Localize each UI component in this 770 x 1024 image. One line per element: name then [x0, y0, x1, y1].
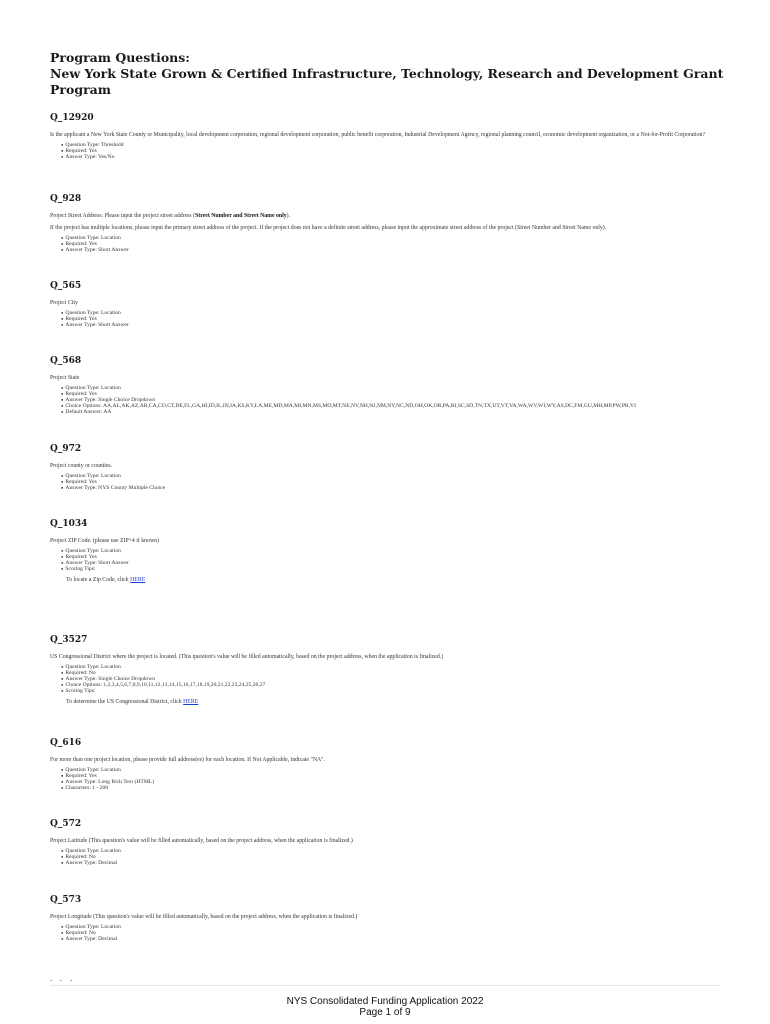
meta-item: ● Question Type: Location [61, 924, 730, 930]
meta-item: ● Required: Yes [61, 316, 730, 322]
question-id: Q_572 [50, 819, 82, 829]
zip-code-lookup-link[interactable]: HERE [130, 577, 146, 584]
meta-item: ● Answer Type: Yes/No [61, 154, 730, 160]
question-text: Project State [50, 375, 80, 381]
question-id: Q_573 [50, 895, 82, 905]
question-block [50, 112, 730, 160]
question-id: Q_928 [50, 194, 82, 204]
meta-item: ● Question Type: Threshold [61, 142, 730, 148]
meta-item: ● Question Type: Location [61, 767, 730, 773]
question-text: Project ZIP Code. (please use ZIP+4 if known) [50, 538, 159, 544]
meta-item: ● Required: Yes [61, 554, 730, 560]
meta-item: ● Characters: 1 - 200 [61, 785, 730, 791]
question-text-bold: Street Number and Street Name only [195, 213, 287, 219]
meta-item: ● Required: Yes [61, 148, 730, 154]
question-block [50, 818, 730, 866]
page-title [50, 50, 770, 98]
scoring-tip [66, 699, 730, 706]
meta-item: ● Default Answer: AA [61, 409, 730, 415]
question-meta-list [61, 548, 730, 572]
question-block [50, 355, 730, 415]
question-text: Project Latitude (This question's value will be filled automatically, based on the project address, when the application is finalized.) [50, 838, 353, 844]
meta-item: ● Question Type: Location [61, 310, 730, 316]
meta-item: ● Choice Options: 1,2,3,4,5,6,7,8,9,10,11,12,13,14,15,16,17,18,19,20,21,22,23,24,25,26,27 [61, 682, 730, 688]
question-text: Project City [50, 300, 78, 306]
meta-item: ● Question Type: Location [61, 548, 730, 554]
question-block [50, 280, 730, 328]
scoring-tip-text: To locate a Zip Code, click [66, 577, 131, 584]
meta-item: ● Question Type: Location [61, 385, 730, 391]
question-text-detail: If the project has multiple locations, please input the primary street address of the project. If the project does not have a definite street address, please input the approximate street address of the project (Street Number and Street Name only). [50, 225, 607, 231]
question-id: Q_568 [50, 356, 82, 366]
question-meta-list [61, 924, 730, 942]
meta-item: ● Answer Type: Short Answer [61, 322, 730, 328]
meta-item: ● Answer Type: NYS County Multiple Choice [61, 485, 730, 491]
question-block [50, 737, 730, 791]
footer-divider [50, 985, 720, 986]
question-block [50, 443, 730, 491]
question-text: Is the applicant a New York State County or Municipality, local development corporation, regional development corporation, public benefit corporation, Industrial Development Agency, regional planning council, economic development organization, or a Not-for-Profit Corporation? [50, 132, 706, 138]
question-meta-list [61, 767, 730, 791]
scoring-tip-text: To determine the US Congressional District, click [66, 699, 184, 706]
question-block [50, 193, 730, 253]
question-id: Q_616 [50, 738, 82, 748]
question-meta-list [61, 385, 730, 415]
question-text-pre: Project Street Address: Please input the project street address ( [50, 213, 196, 219]
page-number: Page 1 of 9 [359, 1007, 411, 1018]
meta-item: ● Question Type: Location [61, 235, 730, 241]
question-meta-list [61, 310, 730, 328]
question-text-post: ). [286, 213, 291, 219]
scoring-tip [66, 577, 730, 584]
question-id: Q_1034 [50, 519, 88, 529]
question-text: Project county or counties. [50, 463, 113, 469]
question-meta-list [61, 142, 730, 160]
question-text: Project Longitude (This question's value will be filled automatically, based on the project address, when the application is finalized.) [50, 914, 358, 920]
meta-item: ● Required: Yes [61, 391, 730, 397]
meta-item: ● Required: No [61, 854, 730, 860]
meta-item: ● Choice Options: AA,AL,AK,AZ,AR,CA,CO,CT,DE,FL,GA,HI,ID,IL,IN,IA,KS,KY,LA,ME,MD,MA,MI,MN,MS,MO,MT,NE,NV,NH,NJ,NM,NY,NC,ND,OH,OK,OR,PA,RI,SC,SD,TN,TX,UT,VT,VA,WA,WV,WI,WY,AS,DC,FM,GU,MH,MP,PW,PR,VI [61, 403, 730, 409]
question-id: Q_3527 [50, 635, 88, 645]
question-meta-list [61, 848, 730, 866]
meta-item: ● Question Type: Location [61, 473, 730, 479]
congressional-district-link[interactable]: HERE [183, 699, 199, 706]
meta-item: ● Required: No [61, 930, 730, 936]
question-block [50, 894, 730, 942]
question-meta-list [61, 473, 730, 491]
meta-item: ● Question Type: Location [61, 848, 730, 854]
meta-item: ● Required: No [61, 670, 730, 676]
meta-item: ● Required: Yes [61, 241, 730, 247]
question-meta-list [61, 664, 730, 694]
meta-item: ● Required: Yes [61, 479, 730, 485]
question-id: Q_565 [50, 281, 82, 291]
question-id: Q_972 [50, 444, 82, 454]
question-block [50, 518, 730, 584]
title-line-2: New York State Grown & Certified Infrastructure, Technology, Research and Development Grant Program [50, 66, 724, 97]
meta-item: ● Answer Type: Decimal [61, 860, 730, 866]
meta-item: ● Answer Type: Decimal [61, 936, 730, 942]
meta-item: ● Scoring Tips: [61, 688, 730, 694]
meta-item: ● Answer Type: Short Answer [61, 247, 730, 253]
meta-item: ● Scoring Tips: [61, 566, 730, 572]
title-line-1: Program Questions: [50, 50, 190, 65]
question-text: For more than one project location, please provide full address(es) for each location. If Not Applicable, indicate "NA". [50, 757, 326, 763]
question-text: US Congressional District where the project is located. (This question's value will be filled automatically, based on the project address, when the application is finalized.) [50, 654, 444, 660]
question-id: Q_12920 [50, 113, 94, 123]
question-meta-list [61, 235, 730, 253]
footer-title: NYS Consolidated Funding Application 2022 [286, 996, 484, 1007]
question-text [50, 213, 730, 220]
page-cutoff-marks [50, 968, 80, 971]
meta-item: ● Required: Yes [61, 773, 730, 779]
meta-item: ● Answer Type: Short Answer [61, 560, 730, 566]
question-block [50, 634, 730, 706]
meta-item: ● Answer Type: Single Choice Dropdown [61, 676, 730, 682]
meta-item: ● Question Type: Location [61, 664, 730, 670]
meta-item: ● Answer Type: Long Rich Text (HTML) [61, 779, 730, 785]
meta-item: ● Answer Type: Single Choice Dropdown [61, 397, 730, 403]
